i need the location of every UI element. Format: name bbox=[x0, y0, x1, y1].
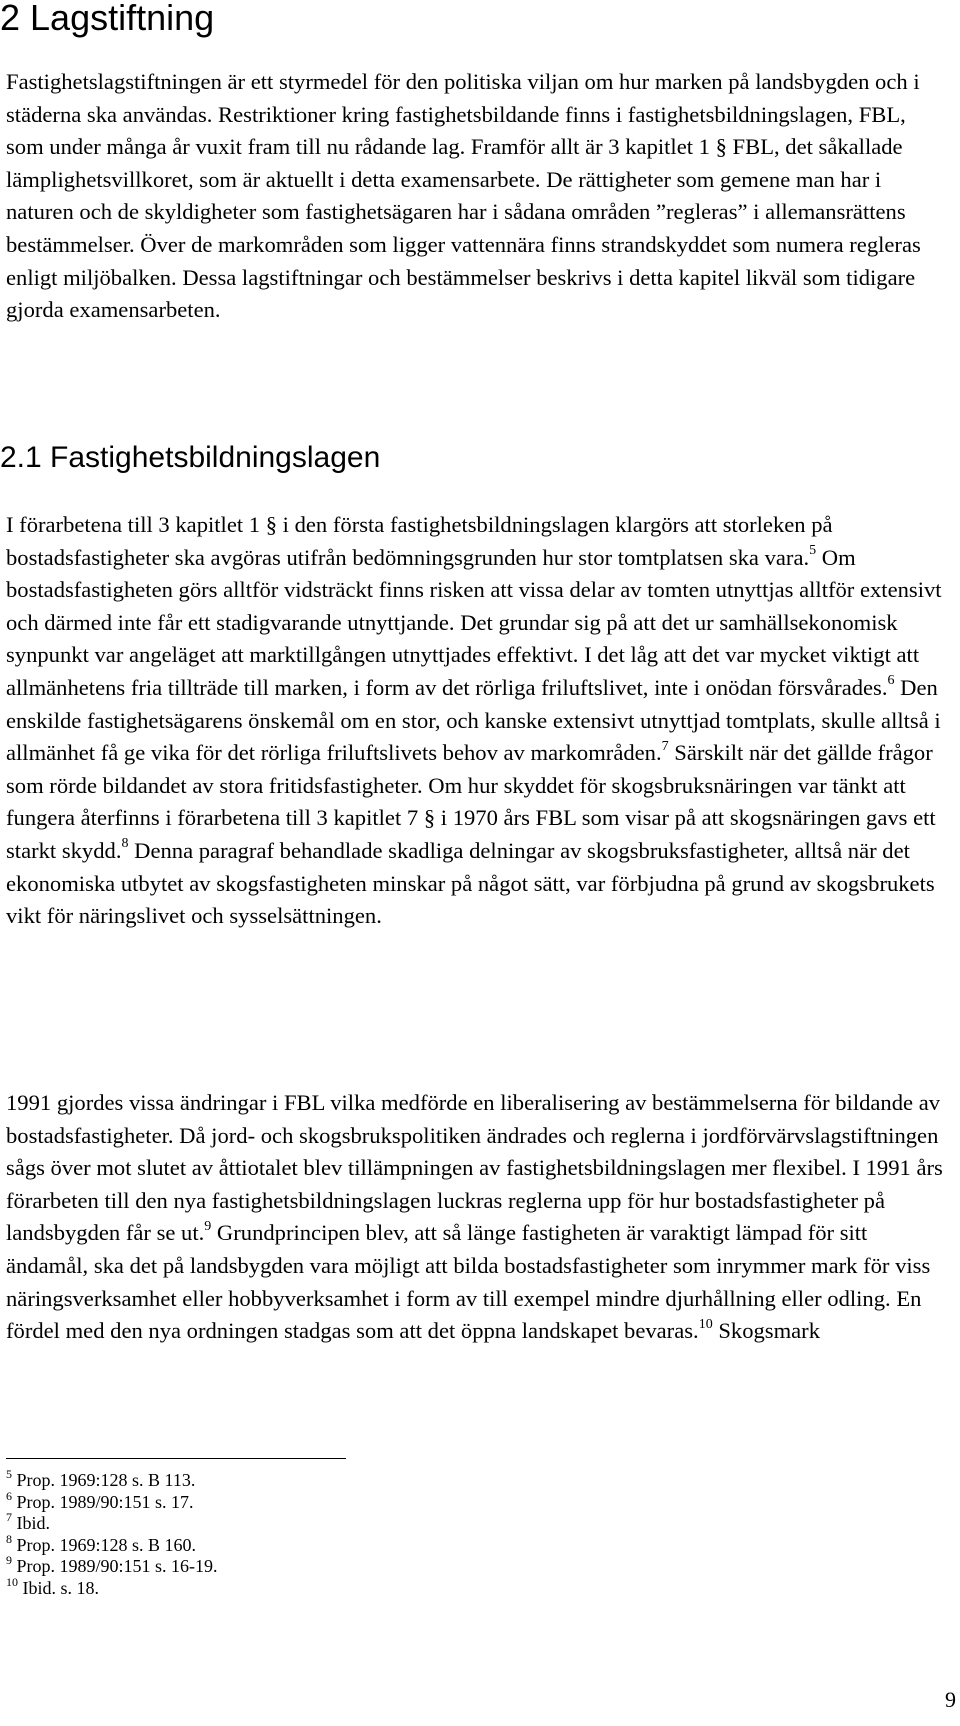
paragraph-segment: Grundprincipen blev, att så länge fastigheten är varaktigt lämpad för sitt ändamål, ska det på landsbygden vara möjligt att bilda bostadsfastigheter som inrymmer mark för viss näringsverksamhet eller hobbyverksamhet i form av till exempel mindre djurhållning eller odling. En fördel med den nya ordningen stadgas som att det öppna landskapet bevaras. bbox=[6, 1220, 931, 1344]
body-paragraph-1991 bbox=[6, 1087, 946, 1348]
footnote-ref[interactable]: 10 bbox=[698, 1316, 713, 1332]
paragraph-segment: Skogsmark bbox=[712, 1318, 821, 1344]
footnote-item bbox=[6, 1574, 218, 1600]
footnote-text: Prop. 1989/90:151 s. 16-19. bbox=[16, 1556, 218, 1577]
footnote-number: 7 bbox=[6, 1510, 12, 1525]
footnote-ref[interactable]: 7 bbox=[661, 738, 669, 754]
paragraph-segment: 1991 gjordes vissa ändringar i FBL vilka medförde en liberalisering av bestämmelserna för bildande av bostadsfastigheter. Då jord- och skogsbrukspolitiken ändrades och reglerna i jordförvärvslagstiftningen sågs över mot slutet av åttiotalet blev tillämpningen av fastighetsbildningslagen mer flexibel. I 1991 års förarbeten till den nya fastighetsbildningslagen luckras reglerna upp för hur bostadsfastigheter på landsbygden får se ut. bbox=[6, 1090, 943, 1246]
body-paragraph-fbl bbox=[6, 509, 946, 933]
footnote-number: 8 bbox=[6, 1531, 12, 1546]
paragraph-segment: Denna paragraf behandlade skadliga delningar av skogsbruksfastigheter, alltså när det ekonomiska utbytet av skogsfastigheten minskar på något sätt, var förbjudna på grund av skogsbrukets vikt för näringslivet och sysselsättningen. bbox=[6, 837, 935, 929]
page-number: 9 bbox=[945, 1687, 956, 1712]
intro-paragraph-text: Fastighetslagstiftningen är ett styrmedel för den politiska viljan om hur marken på landsbygden och i städerna ska användas. Restriktioner kring fastighetsbildande finns i fastighetsbildningslagen, FBL, som under många år vuxit fram till nu rådande lag. Framför allt är 3 kapitlet 1 § FBL, det såkallade lämplighetsvillkoret, som är aktuellt i detta examensarbete. De rättigheter som gemene man har i naturen och de skyldigheter som fastighetsägaren har i sådana områden ”regleras” i allemansrättens bestämmelser. Över de markområden som ligger vattennära finns strandskyddet som numera regleras enligt miljöbalken. Dessa lagstiftningar och bestämmelser beskrivs i detta kapitel likväl som tidigare gjorda examensarbeten. bbox=[6, 69, 921, 323]
footnote-text: Prop. 1969:128 s. B 113. bbox=[16, 1470, 196, 1490]
section-heading: 2.1 Fastighetsbildningslagen bbox=[0, 441, 381, 474]
paragraph-segment: I förarbetena till 3 kapitlet 1 § i den första fastighetsbildningslagen klargörs att storleken på bostadsfastigheter ska avgöras utifrån bedömningsgrunden hur stor tomtplatsen ska vara. bbox=[6, 512, 833, 570]
paragraph-segment: Särskilt när det gällde frågor som rörde bildandet av stora fritidsfastigheter. Om hur skyddet för skogsbruksnäringen var tänkt att fungera återfinns i förarbetena till 3 kapitlet 7 § i 1970 års FBL som visar på att skogsnäringen gavs ett starkt skydd. bbox=[6, 740, 936, 863]
footnote-item bbox=[6, 1553, 218, 1578]
paragraph-segment: Den enskilde fastighetsägarens önskemål om en stor, och kanske extensivt utnyttjad tomtplats, skulle alltså i allmänhet få ge vika för det rörliga friluftslivets behov av markområden. bbox=[6, 674, 941, 766]
footnote-text: Ibid. s. 18. bbox=[22, 1577, 99, 1598]
footnote-text: Prop. 1989/90:151 s. 17. bbox=[16, 1491, 194, 1512]
footnote-item bbox=[6, 1467, 218, 1492]
footnote-ref[interactable]: 8 bbox=[121, 836, 129, 852]
footnote-text: Prop. 1969:128 s. B 160. bbox=[16, 1534, 197, 1555]
footnote-text: Ibid. bbox=[16, 1513, 50, 1534]
footnote-number: 5 bbox=[6, 1467, 12, 1481]
footnote-list bbox=[6, 1467, 218, 1600]
footnote-item bbox=[6, 1510, 218, 1535]
footnote-number: 10 bbox=[6, 1574, 18, 1589]
footnote-ref[interactable]: 5 bbox=[809, 543, 817, 559]
intro-paragraph bbox=[6, 66, 946, 327]
footnote-number: 9 bbox=[6, 1553, 12, 1568]
footnote-divider bbox=[6, 1458, 346, 1459]
footnote-item bbox=[6, 1531, 218, 1557]
footnote-number: 6 bbox=[6, 1488, 12, 1503]
footnote-item bbox=[6, 1488, 218, 1514]
paragraph-segment: Om bostadsfastigheten görs alltför vidsträckt finns risken att vissa delar av tomten utnyttjas alltför extensivt och därmed inte får ett stadigvarande utnyttjande. Det grundar sig på att det ur samhällsekonomisk synpunkt var angeläget att marktillgången utnyttjades effektivt. I det låg att det var mycket viktigt att allmänhetens fria tillträde till marken, i form av det rörliga friluftslivet, inte i onödan försvårades. bbox=[6, 544, 942, 700]
footnote-ref[interactable]: 9 bbox=[204, 1218, 212, 1234]
chapter-heading: 2 Lagstiftning bbox=[0, 0, 215, 38]
footnote-ref[interactable]: 6 bbox=[887, 673, 895, 689]
